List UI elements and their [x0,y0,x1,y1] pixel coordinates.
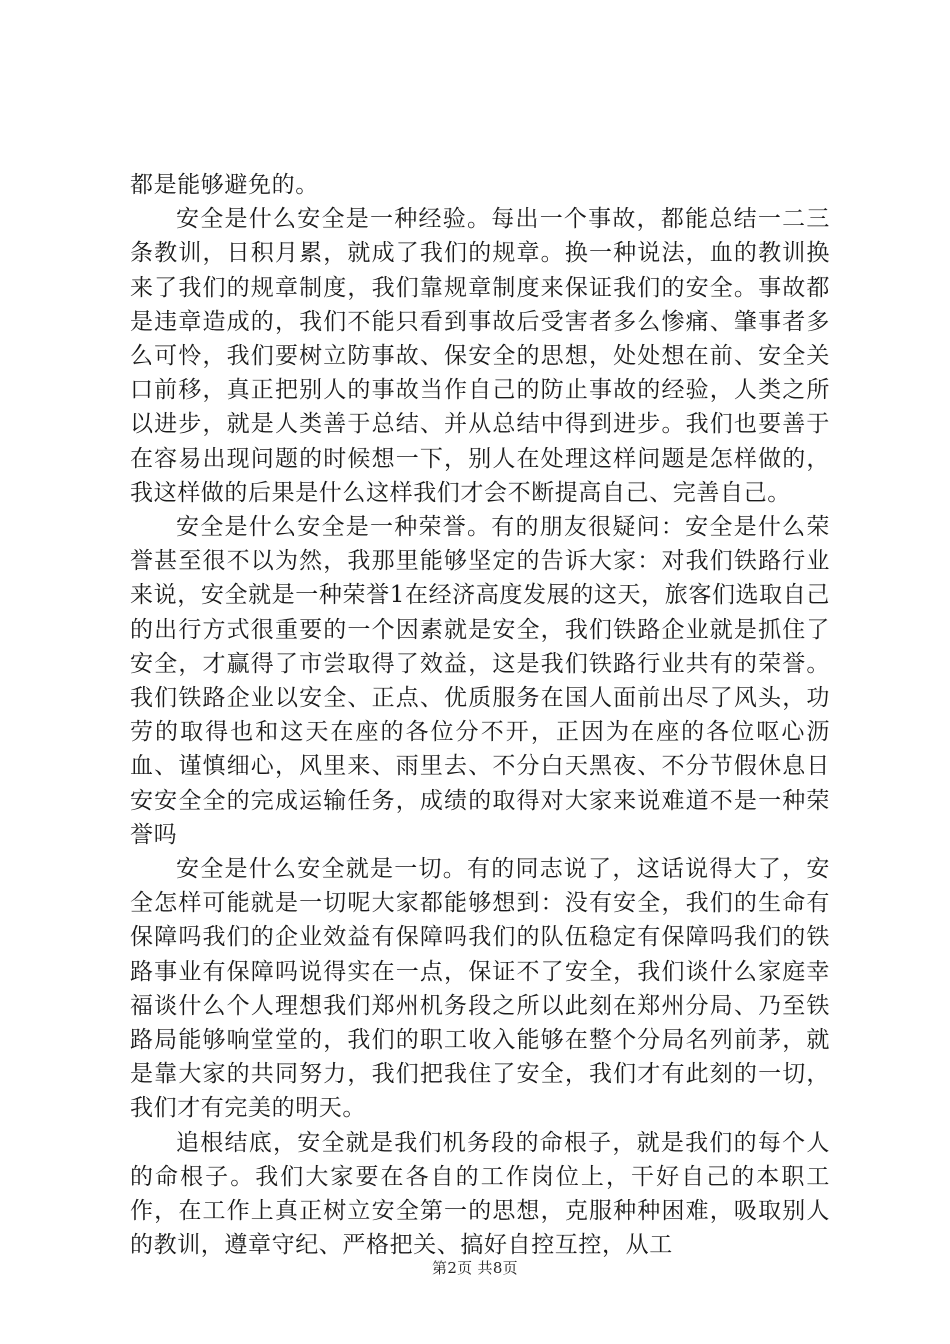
paragraph-conclusion: 追根结底，安全就是我们机务段的命根子，就是我们的每个人的命根子。我们大家要在各自的工作岗位上，干好自己的本职工作，在工作上真正树立安全第一的思想，克服种种困难，吸取别人的教训，遵章守纪、严格把关、搞好自控互控，从工 [130,1129,830,1259]
page-number-footer: 第2页 共8页 [432,1259,518,1277]
document-body [130,168,830,1263]
paragraph-experience: 安全是什么安全是一种经验。每出一个事故，都能总结一二三条教训，日积月累，就成了我们的规章。换一种说法，血的教训换来了我们的规章制度，我们靠规章制度来保证我们的安全。事故都是违章造成的，我们不能只看到事故后受害者多么惨痛、肇事者多么可怜，我们要树立防事故、保安全的思想，处处想在前、安全关口前移，真正把别人的事故当作自己的防止事故的经验，人类之所以进步，就是人类善于总结、并从总结中得到进步。我们也要善于在容易出现问题的时候想一下，别人在处理这样问题是怎样做的，我这样做的后果是什么这样我们才会不断提高自己、完善自己。 [130,206,830,506]
paragraph-honor: 安全是什么安全是一种荣誉。有的朋友很疑问：安全是什么荣誉甚至很不以为然，我那里能够坚定的告诉大家：对我们铁路行业来说，安全就是一种荣誉1在经济高度发展的这天，旅客们选取自己的出行方式很重要的一个因素就是安全，我们铁路企业就是抓住了安全，才赢得了市尝取得了效益，这是我们铁路行业共有的荣誉。我们铁路企业以安全、正点、优质服务在国人面前出尽了风头，功劳的取得也和这天在座的各位分不开，正因为在座的各位呕心沥血、谨慎细心，风里来、雨里去、不分白天黑夜、不分节假休息日安安全全的完成运输任务，成绩的取得对大家来说难道不是一种荣誉吗 [130,514,830,848]
paragraph-everything: 安全是什么安全就是一切。有的同志说了，这话说得大了，安全怎样可能就是一切呢大家都能够想到：没有安全，我们的生命有保障吗我们的企业效益有保障吗我们的队伍稳定有保障吗我们的铁路事业有保障吗说得实在一点，保证不了安全，我们谈什么家庭幸福谈什么个人理想我们郑州机务段之所以此刻在郑州分局、乃至铁路局能够响堂堂的，我们的职工收入能够在整个分局名列前茅，就是靠大家的共同努力，我们把我住了安全，我们才有此刻的一切，我们才有完美的明天。 [130,856,830,1122]
paragraph-continuation: 都是能够避免的。 [130,172,319,198]
